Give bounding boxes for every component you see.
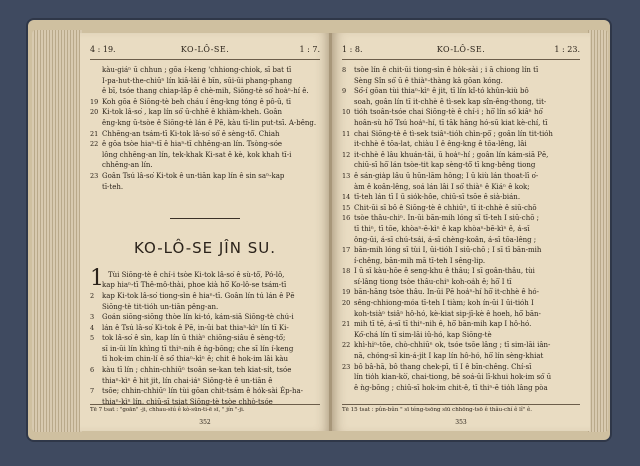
verse-number: 21 — [90, 129, 99, 138]
verse-number: 11 — [342, 129, 351, 138]
text-line — [90, 333, 320, 344]
verse-text: tok lâ-so͘ ê sìn, kap lín ū thiàⁿ chiōng-siâu ê sèng-tô͘; — [102, 334, 286, 343]
text-line — [90, 76, 320, 87]
footnote: Tē 15 tsat : pûn-bûn " sī téng-tsōng sīū chhōng-tsō ê thâu-chí ê lî" ê. — [342, 404, 580, 413]
verse-text: it-chhè ê lâu khuán-tāi, ū hoa̍ⁿ-hí ; goân lín kám-siā Pē, — [354, 150, 549, 159]
verse-text: tsòe lín ê chit-ūi tiong-sìn ê ho̍k-sài ; i ā chiong lín tī — [354, 66, 539, 74]
verse-number: 21 — [342, 320, 351, 329]
verse-text: nā, chóng-sī kin-á-ji̍t I kap lín hô-hó, hō͘ lín sèng-khiat — [354, 352, 544, 361]
text-line — [90, 344, 320, 355]
verse-text: í-chêng, bān-mih mā tī-teh I sêng-lip. — [354, 256, 486, 265]
verse-number: 12 — [342, 150, 351, 159]
verse-text: kàu-giáⁿ ū chhun ; gōa í-keng 'chhiong-chiok, sī bat tī — [102, 66, 292, 74]
text-line — [90, 97, 320, 108]
text-line — [90, 302, 320, 313]
page-number: 352 — [199, 419, 211, 426]
verse-number: 17 — [342, 246, 351, 255]
chapter-verse-ref: 1 : 8. — [342, 45, 363, 54]
verse-number: 3 — [90, 313, 95, 322]
verse-number: 19 — [342, 288, 351, 297]
text-line — [342, 97, 580, 108]
chapter-verse-ref: 1 : 23. — [554, 45, 580, 54]
verse-number: 4 — [90, 323, 95, 332]
verse-number: 5 — [90, 334, 95, 343]
verse-number: 10 — [342, 108, 351, 117]
verse-text: Koh gōa ê Siōng-tè beh cháu í êng-kng tóng ê pô-ū, tī — [102, 97, 292, 106]
text-line — [90, 150, 320, 161]
chapter-verse-ref: 1 : 7. — [299, 45, 320, 54]
verse-text: lín tio̍h kian-kò͘, chai-tiong, bē soá-ūi lī-khui hok-im só͘ ū — [354, 373, 552, 382]
verse-number: 16 — [342, 214, 351, 223]
verse-text: ê ǹg-bōng ; chiū-sī hok-im chit-ê, tī thiⁿ-ē tio̍h lâng pòa — [354, 383, 548, 392]
text-line — [90, 107, 320, 118]
text-line — [342, 86, 580, 97]
text-line — [342, 203, 580, 214]
verse-text: I-pa-hut-the-chiūⁿ lín kiâ-lâi ê bīn, sūi-ūi phang-phang — [102, 76, 293, 85]
verse-text: ê gōa tsòe hiaⁿ-tī ê hiaⁿ-tī chhēng-an lín. Tsòng-sóe — [102, 140, 283, 149]
verse-text: tsōe; chhin-chhiūⁿ lín tùi gōan chit-tsám ê ho̍k-sài Ép-ha- — [102, 387, 304, 396]
verse-text: I ū sī kàu-hōe ê seng-khu ê thâu; I sī goân-thâu, tùi — [354, 267, 535, 276]
left-page — [80, 33, 330, 431]
verse-text: tsòe thâu-chiⁿ. In-ūi bān-mih lóng sī tī-teh I siū-chō ; — [354, 214, 540, 223]
left-top-text — [90, 65, 320, 192]
text-line — [90, 182, 320, 193]
text-line — [342, 171, 580, 182]
verse-text: Kó͘-chá lín tī sim-lāi iû-hó, kap Siōng-tè — [354, 330, 492, 339]
text-line — [342, 182, 580, 193]
text-line — [342, 266, 580, 277]
text-line — [342, 76, 580, 87]
text-line — [342, 150, 580, 161]
text-line — [342, 351, 580, 362]
verse-text: tī-teh. — [102, 182, 124, 191]
right-page-body — [342, 65, 580, 393]
book-title: KO-LÔ-SE. — [180, 45, 230, 54]
footnote: Tē 7 tsat : "goān" -ji, chhau-sīú ê kò-sūn-ti-ē sī, " jín "-ji. — [90, 404, 320, 413]
chapter-text — [90, 265, 320, 408]
text-line — [90, 365, 320, 376]
verse-text: Chhēng-an tsám-tī Ki-tok lâ-so͘ só͘ ê sèng-tô͘. Chiah — [102, 129, 280, 138]
text-line — [342, 340, 580, 351]
text-line — [342, 362, 580, 373]
text-line — [342, 256, 580, 267]
verse-text: mih tī tē, á-sī tī thiⁿ-nih ê, hō͘ bān-mih kap I hô-hó. — [354, 320, 532, 329]
verse-number: 23 — [342, 362, 351, 371]
text-line — [342, 383, 580, 394]
running-head — [90, 45, 320, 60]
left-page-body — [90, 65, 320, 407]
verse-text: tī hok-im chin-lí ê só͘ thiaⁿ-kìⁿ ê; chit ê hok-im lâi kàu — [102, 355, 288, 364]
verse-text: kap hiaⁿ-tī Thê-mô-thài, phoe kià hō͘ Ko-lô-se tsám-tī — [102, 281, 287, 290]
text-line — [342, 287, 580, 298]
verse-number: 19 — [90, 97, 99, 106]
verse-text: tióh tsoân-tsóe chai Siōng-tè ê chí-i ; hō͘ lín só͘ kiâⁿ hó͘ — [354, 108, 543, 117]
verse-text: tī-teh lán tī I ū sio̍k-hôe, chiū-sī tsōe ê sià-bián. — [354, 193, 521, 202]
verse-number: 14 — [342, 193, 351, 202]
text-line — [342, 319, 580, 330]
running-head — [342, 45, 580, 60]
verse-text: Só͘-í gōan tùi thiaⁿ-kìⁿ ê jit, tī lín kî-tó khûn-kiù bô — [354, 87, 529, 96]
verse-text: êng-kng ū-tsòe ê Siōng-tè lán ê Pē, kàu tī-lin put-tsī. A-bêng. — [102, 118, 317, 127]
chapter-number-dropcap: 1 — [90, 265, 104, 291]
text-line — [342, 139, 580, 150]
verse-text: sêng-chhiong-móa tī-teh I tiàm; koh ín-ūi I ūi-tióh I — [354, 299, 534, 308]
verse-text: bān-mih lóng sī tùi I, ūi-tióh I siū-chō ; I sī tī bān-mih — [354, 246, 542, 255]
verse-text: ê bī, tsóe thang chiap-lâp ê chè-mih, Siōng-tè só͘ hoa̍ⁿ-hí ê. — [102, 87, 309, 96]
text-line — [342, 65, 580, 76]
verse-text: chhēng-an lín. — [102, 161, 153, 170]
text-line — [342, 118, 580, 129]
verse-text: chiū-sī hō͘ lán tsòe-tit kap sèng-tô͘ tī kng-bêng tiong — [354, 161, 536, 170]
verse-text: Chit-ūi sī bô ê Siōng-tè ê chhiūⁿ, tī it-chhè ê siū-chō — [354, 203, 537, 212]
text-line — [90, 160, 320, 171]
verse-text: sí-lâng tiong tsòe thâu-chiⁿ koh-oa̍h ê; hō͘ I tī — [354, 277, 512, 286]
verse-text: Goán siōng-siōng thòe lín ki-tó, kám-siā Siōng-tè chú-i — [102, 313, 294, 322]
verse-text: thiaⁿ-kìⁿ lín, chiū-sī tsiat Siōng-tè tsòe chhò-tsóe — [102, 397, 273, 406]
text-line — [342, 192, 580, 203]
text-line — [90, 65, 320, 76]
verse-text: Ki-tok lâ-so͘ , kap lín só͘ ū-chhē ê khiàm-kheh. Goân — [102, 108, 283, 117]
text-line — [342, 330, 580, 341]
text-line — [90, 354, 320, 365]
text-line — [342, 107, 580, 118]
text-line — [90, 86, 320, 97]
text-line — [342, 298, 580, 309]
book-title: KO-LÔ-SE. — [436, 45, 486, 54]
verse-text: àm ê koân-lêng, soá lán lâi I só͘ thiàⁿ ê Kiáⁿ ê kok; — [354, 182, 530, 191]
text-line — [342, 224, 580, 235]
verse-text: hoân-sù hō͘ Tsú hoa̍ⁿ-hí, tī tāk hāng hó-sū kiat kè-chí, tī — [354, 118, 548, 127]
verse-text: lông chhēng-an lín, tek-khak Ki-sat ê kè, kok khah tī-i — [102, 150, 292, 159]
verse-number: 13 — [342, 171, 351, 180]
text-line — [342, 160, 580, 171]
verse-text: sī in-ūi lín khìng tī thiⁿ-nih ê ǹg-bōng; che sī lín í-keng — [102, 344, 294, 353]
verse-text: thiaⁿ-kìⁿ ê hit jit, lín chai-iáⁿ Siōng-tè ê un-tiān ê — [102, 376, 273, 385]
verse-number: 6 — [90, 366, 95, 375]
text-line — [342, 277, 580, 288]
text-line — [90, 171, 320, 182]
verse-text: it-chhè ê tōa-lat, chiàu I ê êng-kng ê tōa-lêng, lâi — [354, 140, 527, 149]
text-line — [90, 280, 320, 291]
text-line — [90, 129, 320, 140]
verse-number: 18 — [342, 267, 351, 276]
verse-number: 22 — [342, 341, 351, 350]
text-line — [342, 245, 580, 256]
text-line — [90, 118, 320, 129]
verse-number: 7 — [90, 387, 95, 396]
text-line — [90, 139, 320, 150]
verse-number: 22 — [90, 140, 99, 149]
text-line — [342, 213, 580, 224]
text-line — [90, 323, 320, 334]
text-line — [342, 129, 580, 140]
text-line — [90, 291, 320, 302]
verse-text: ê sán-gia̍p lâu ū hūn-lām hông; I ū kiù lán thoat-lī o͘- — [354, 171, 539, 180]
verse-text: ông-ūi, á-sī chú-tsái, á-sī chèng-koân, á-sī tōa-lêng ; — [354, 235, 537, 244]
verse-text: tī thiⁿ, tī tōe, khòaⁿ-ē-kìⁿ ê kap khòaⁿ-bē-kìⁿ ê, á-sī — [354, 224, 530, 233]
verse-text: bô bâ-hā, bô thang chek-pī, tī I ê bīn-chêng. Chí-sī — [354, 362, 532, 371]
page-edges-left — [32, 30, 82, 432]
verse-text: lán ê Tsú lâ-so͘ Ki-tok ê Pē, in-ūi bat thiaⁿ-kìⁿ lín tī Ki- — [102, 323, 289, 332]
verse-number: 2 — [90, 291, 95, 300]
text-line — [342, 235, 580, 246]
page-number: 353 — [455, 419, 467, 426]
verse-number: 15 — [342, 203, 351, 212]
verse-text: Siōng-tè tit-tióh un-tiān pêng-an. — [102, 302, 219, 311]
verse-text: Tùi Siōng-tè ê chí-i tsòe Ki-tok lâ-so͘ ê sù-tô͘, Pó-lô, — [108, 270, 285, 279]
verse-text: khì-hiⁿ-tōe, chò-chhiūⁿ ok, tsóe tsōe lâng ; tī sim-lāi iân- — [354, 341, 551, 350]
verse-text: kap Ki-tok lâ-so͘ tiong-sìn ê hiaⁿ-tī. Goân lín tú lán ê Pē — [102, 291, 295, 300]
text-line — [342, 372, 580, 383]
text-line — [342, 309, 580, 320]
divider-rule — [170, 218, 240, 219]
verse-number: 20 — [342, 299, 351, 308]
text-line — [90, 386, 320, 397]
chapter-title: KO-LÔ-SE JÎN SU. — [134, 239, 276, 258]
right-page — [332, 33, 590, 431]
text-line — [90, 376, 320, 387]
verse-text: chai Siōng-tè ê tì-sek tsiâⁿ-tióh chìn-pō͘ ; goân lín tit-tióh — [354, 129, 553, 138]
page-edges-right — [588, 30, 608, 432]
verse-text: koh-tsiàⁿ tsiâⁿ hô-hó, kè-kiat sip-jī-kè ê hoeh, hō͘ bān- — [354, 309, 541, 318]
verse-text: soah, goân lín tī it-chhè ê tì-sek kap sîn-êng-thong, tit- — [354, 97, 547, 106]
verse-number: 23 — [90, 171, 99, 180]
verse-text: Sèng Sîn só͘ ū ê thiàⁿ-thàng kā gōan kóng. — [354, 76, 503, 85]
chapter-verse-ref: 4 : 19. — [90, 45, 116, 54]
verse-text: bān-hāng tsòe thâu. In-ūi Pē hoa̍ⁿ-hí hō͘ it-chhè ê hó- — [354, 288, 539, 297]
verse-number: 20 — [90, 108, 99, 117]
verse-number: 8 — [342, 66, 347, 74]
verse-text: Goân Tsú lâ-so͘ Ki-tok ê un-tiān kap lín ê sin saⁿ-kap — [102, 171, 285, 180]
verse-number: 9 — [342, 87, 347, 96]
verse-text: kàu tī lín ; chhin-chhiūⁿ tsoân se-kan teh kiat-si̍t, tsóe — [102, 366, 292, 375]
text-line — [90, 312, 320, 323]
